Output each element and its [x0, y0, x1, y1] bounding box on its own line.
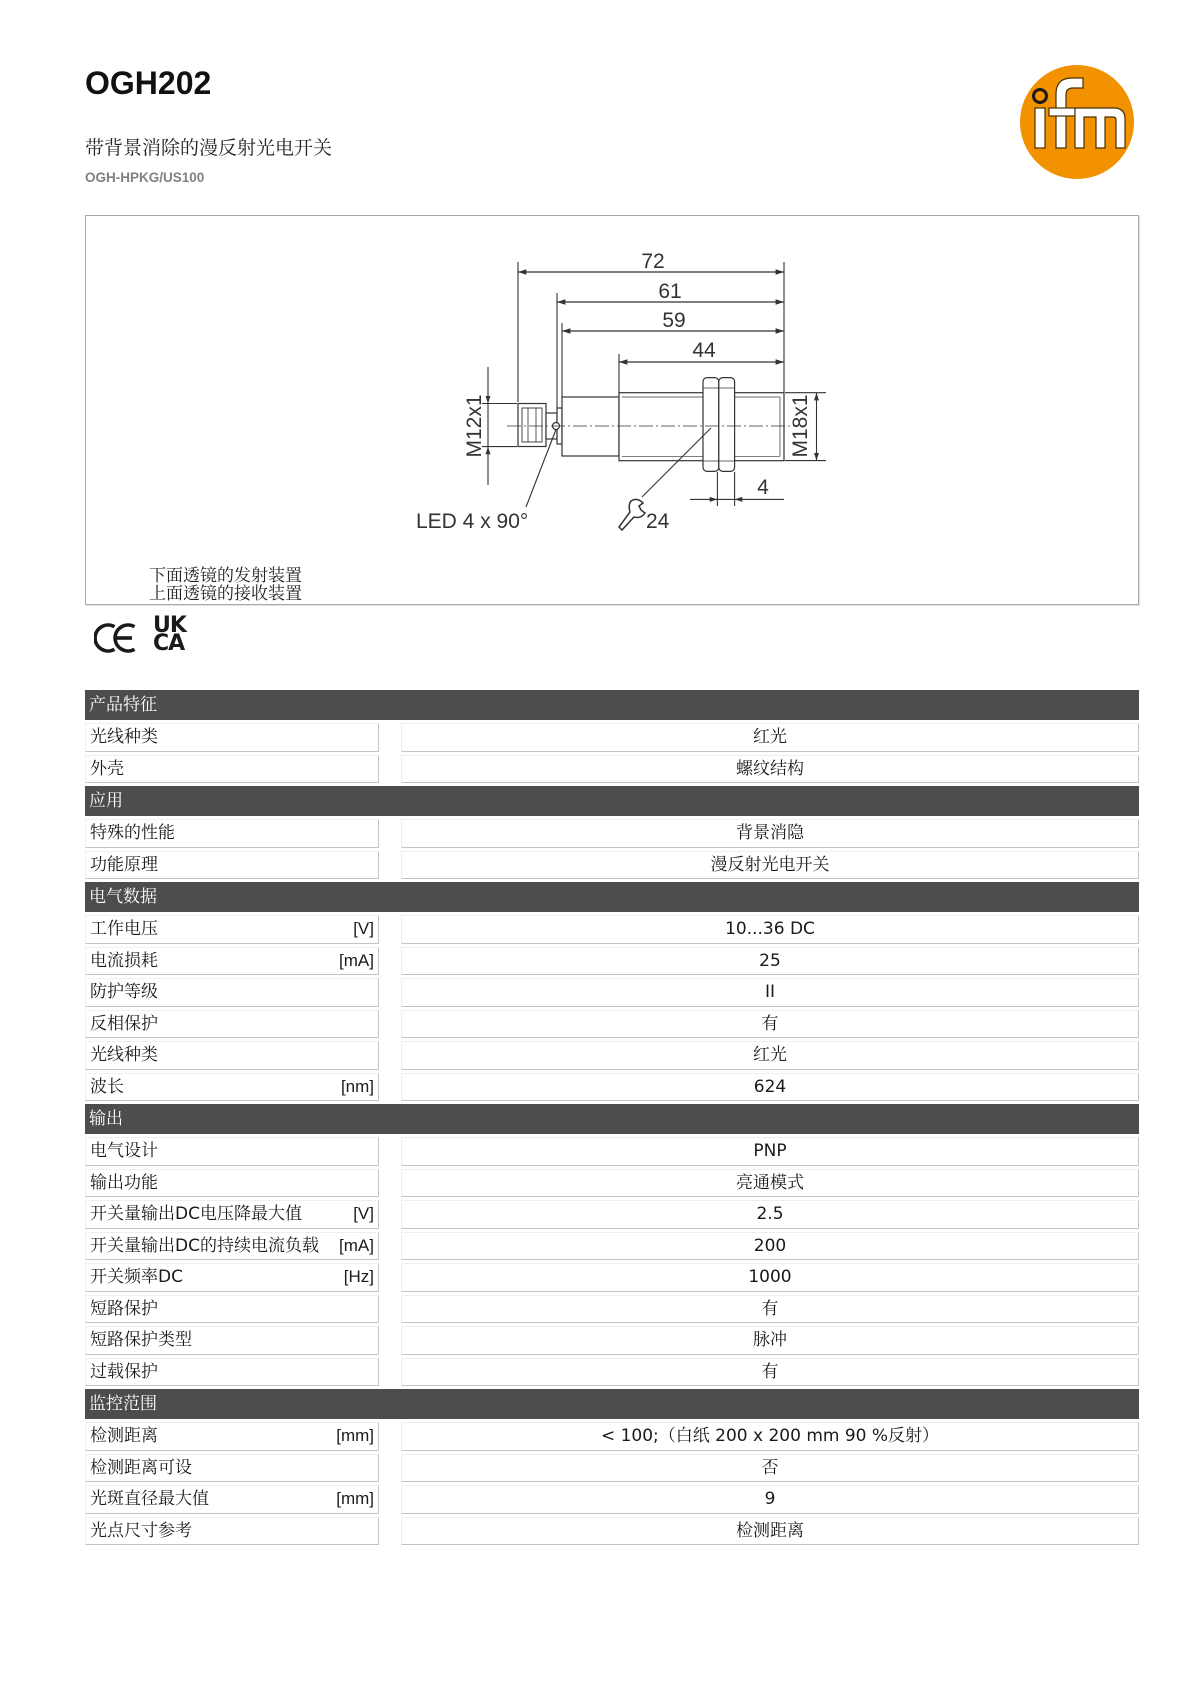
row-value: 有 — [761, 1361, 779, 1382]
product-subtitle: 带背景消除的漫反射光电开关 — [85, 138, 333, 159]
row-value-cell — [401, 1422, 1139, 1451]
table-row — [85, 915, 1139, 944]
row-unit: [mm] — [336, 1426, 374, 1445]
row-label-cell — [85, 1485, 379, 1514]
row-value: 背景消隐 — [736, 823, 804, 844]
dimension-label-61: 61 — [658, 280, 682, 303]
table-row — [85, 1517, 1139, 1546]
row-value: 漫反射光电开关 — [710, 854, 830, 875]
row-label-cell — [85, 1454, 379, 1483]
row-label: 反相保护 — [90, 1013, 158, 1034]
logo-letter-i — [1035, 108, 1045, 148]
row-label-cell — [85, 1232, 379, 1261]
table-row — [85, 1295, 1139, 1324]
dimension-label-44: 44 — [692, 339, 716, 362]
row-label: 光线种类 — [90, 727, 158, 747]
row-label-cell — [85, 1073, 379, 1102]
row-unit: [V] — [353, 919, 374, 938]
table-row — [85, 1200, 1139, 1229]
row-label: 光点尺寸参考 — [90, 1520, 192, 1541]
row-value-cell — [401, 1326, 1139, 1355]
row-label: 开关量输出DC电压降最大值 — [90, 1204, 302, 1224]
connector-thread-label: M12x1 — [463, 394, 486, 458]
table-row — [85, 1137, 1139, 1166]
extension-lines — [518, 262, 784, 408]
table-row — [85, 1485, 1139, 1514]
table-row — [85, 1169, 1139, 1198]
led-label: LED 4 x 90° — [416, 510, 529, 533]
row-unit: [mA] — [339, 1235, 374, 1255]
row-value: 2.5 — [756, 1204, 784, 1225]
row-label-cell — [85, 1041, 379, 1070]
row-label: 检测距离可设 — [90, 1457, 192, 1478]
row-value: 有 — [761, 1298, 779, 1319]
spec-table — [85, 690, 1139, 1548]
row-value-cell — [401, 755, 1139, 784]
ifm-logo — [1019, 64, 1135, 180]
row-value: 螺纹结构 — [736, 758, 804, 779]
sensor-body — [518, 378, 784, 472]
row-unit: [nm] — [340, 1076, 374, 1096]
table-row — [85, 819, 1139, 848]
sensor-smooth-body — [562, 397, 619, 456]
table-row — [85, 1073, 1139, 1102]
table-row — [85, 1422, 1139, 1451]
drawing-note-receiver: 上面透镜的接收装置 — [149, 584, 302, 604]
dimension-label-72: 72 — [641, 250, 665, 273]
row-value: < 100;（白纸 200 x 200 mm 90 %反射） — [600, 1426, 940, 1447]
row-label-cell — [85, 947, 379, 976]
section-header: 电气数据 — [85, 882, 1139, 912]
nut-thickness-label: 4 — [757, 476, 769, 499]
row-value-cell — [401, 1454, 1139, 1483]
row-value-cell — [401, 1169, 1139, 1198]
row-label: 输出功能 — [90, 1172, 158, 1193]
ukca-mark-line: UK — [153, 613, 186, 638]
row-value: 有 — [761, 1013, 779, 1034]
logo-letter-f-bar — [1049, 108, 1075, 116]
row-value-cell — [401, 723, 1139, 752]
row-value: 否 — [761, 1457, 779, 1478]
row-value: 红光 — [753, 727, 787, 748]
row-label-cell — [85, 1326, 379, 1355]
section-header: 输出 — [85, 1104, 1139, 1134]
nut-thickness-dimension — [690, 472, 784, 506]
row-label: 电气设计 — [90, 1141, 158, 1161]
page-title: OGH202 — [85, 65, 212, 101]
row-unit: [Hz] — [343, 1267, 374, 1286]
row-label-cell — [85, 851, 379, 880]
lock-nut — [719, 378, 735, 472]
row-label-cell — [85, 1422, 379, 1451]
section-header: 产品特征 — [85, 690, 1139, 720]
ukca-mark — [153, 613, 186, 656]
row-label-cell — [85, 1200, 379, 1229]
row-value-cell — [401, 1200, 1139, 1229]
row-unit: [mm] — [336, 1489, 374, 1508]
row-value-cell — [401, 915, 1139, 944]
row-value: II — [764, 982, 776, 1003]
row-value-cell — [401, 1073, 1139, 1102]
body-thread-label: M18x1 — [789, 394, 812, 458]
row-label-cell — [85, 755, 379, 784]
row-label-cell — [85, 819, 379, 848]
row-value-cell — [401, 1517, 1139, 1546]
ce-mark-c — [95, 625, 114, 651]
row-label: 检测距离 — [90, 1426, 158, 1446]
row-label: 开关频率DC — [90, 1267, 183, 1287]
ukca-mark-line: CA — [153, 631, 185, 656]
row-label: 功能原理 — [90, 854, 158, 875]
row-value: 脉冲 — [753, 1330, 787, 1351]
row-label-cell — [85, 915, 379, 944]
row-unit: [V] — [353, 1204, 374, 1223]
dimension-drawing-box — [85, 215, 1139, 605]
dimension-drawing — [86, 216, 1138, 604]
row-label-cell — [85, 978, 379, 1007]
row-value: 1000 — [748, 1267, 792, 1288]
row-value-cell — [401, 851, 1139, 880]
part-number: OGH-HPKG/US100 — [85, 170, 205, 185]
row-label-cell — [85, 723, 379, 752]
row-value-cell — [401, 1010, 1139, 1039]
row-label-cell — [85, 1358, 379, 1387]
table-row — [85, 947, 1139, 976]
row-unit: [mA] — [339, 950, 374, 970]
row-label-cell — [85, 1263, 379, 1292]
sensor-threaded-body — [619, 393, 784, 461]
table-row — [85, 1232, 1139, 1261]
row-label: 开关量输出DC的持续电流负载 — [90, 1235, 319, 1256]
row-value-cell — [401, 1485, 1139, 1514]
row-value: PNP — [753, 1141, 787, 1162]
table-row — [85, 1358, 1139, 1387]
row-value: 亮通模式 — [736, 1172, 804, 1193]
row-value-cell — [401, 1137, 1139, 1166]
table-row — [85, 1041, 1139, 1070]
row-value: 624 — [753, 1076, 787, 1097]
row-label-cell — [85, 1010, 379, 1039]
row-value: 红光 — [753, 1045, 787, 1066]
row-value-cell — [401, 947, 1139, 976]
row-label: 波长 — [90, 1076, 124, 1097]
section-header: 监控范围 — [85, 1389, 1139, 1419]
row-label-cell — [85, 1295, 379, 1324]
row-label: 过载保护 — [90, 1361, 158, 1382]
row-value: 9 — [764, 1489, 776, 1510]
row-value-cell — [401, 1263, 1139, 1292]
logo-letter-m — [1075, 108, 1125, 148]
row-label: 外壳 — [90, 758, 124, 779]
section-header: 应用 — [85, 786, 1139, 816]
row-value-cell — [401, 1041, 1139, 1070]
row-value: 200 — [753, 1235, 787, 1256]
row-value-cell — [401, 978, 1139, 1007]
row-label: 特殊的性能 — [90, 823, 175, 843]
row-value-cell — [401, 1232, 1139, 1261]
table-row — [85, 755, 1139, 784]
row-value: 25 — [759, 950, 781, 971]
row-label-cell — [85, 1137, 379, 1166]
row-value: 10...36 DC — [725, 919, 815, 940]
row-label: 光斑直径最大值 — [90, 1489, 209, 1509]
wrench-icon — [619, 499, 645, 530]
table-row — [85, 851, 1139, 880]
lock-nut — [703, 378, 719, 472]
row-label: 短路保护 — [90, 1298, 158, 1319]
row-label: 短路保护类型 — [90, 1330, 192, 1350]
row-label: 电流损耗 — [90, 950, 158, 971]
table-row — [85, 723, 1139, 752]
row-value: 检测距离 — [736, 1520, 804, 1541]
ce-mark — [94, 622, 142, 654]
table-row — [85, 1326, 1139, 1355]
row-value-cell — [401, 1358, 1139, 1387]
row-value-cell — [401, 819, 1139, 848]
drawing-note-emitter: 下面透镜的发射装置 — [149, 566, 302, 586]
row-label-cell — [85, 1169, 379, 1198]
row-label: 光线种类 — [90, 1045, 158, 1065]
table-row — [85, 1454, 1139, 1483]
dimension-lines — [518, 272, 784, 362]
row-label: 工作电压 — [90, 919, 158, 939]
row-label: 防护等级 — [90, 982, 158, 1002]
row-value-cell — [401, 1295, 1139, 1324]
table-row — [85, 1263, 1139, 1292]
table-row — [85, 1010, 1139, 1039]
row-label-cell — [85, 1517, 379, 1546]
wrench-size-label: 24 — [646, 510, 670, 533]
table-row — [85, 978, 1139, 1007]
dimension-label-59: 59 — [662, 309, 686, 332]
